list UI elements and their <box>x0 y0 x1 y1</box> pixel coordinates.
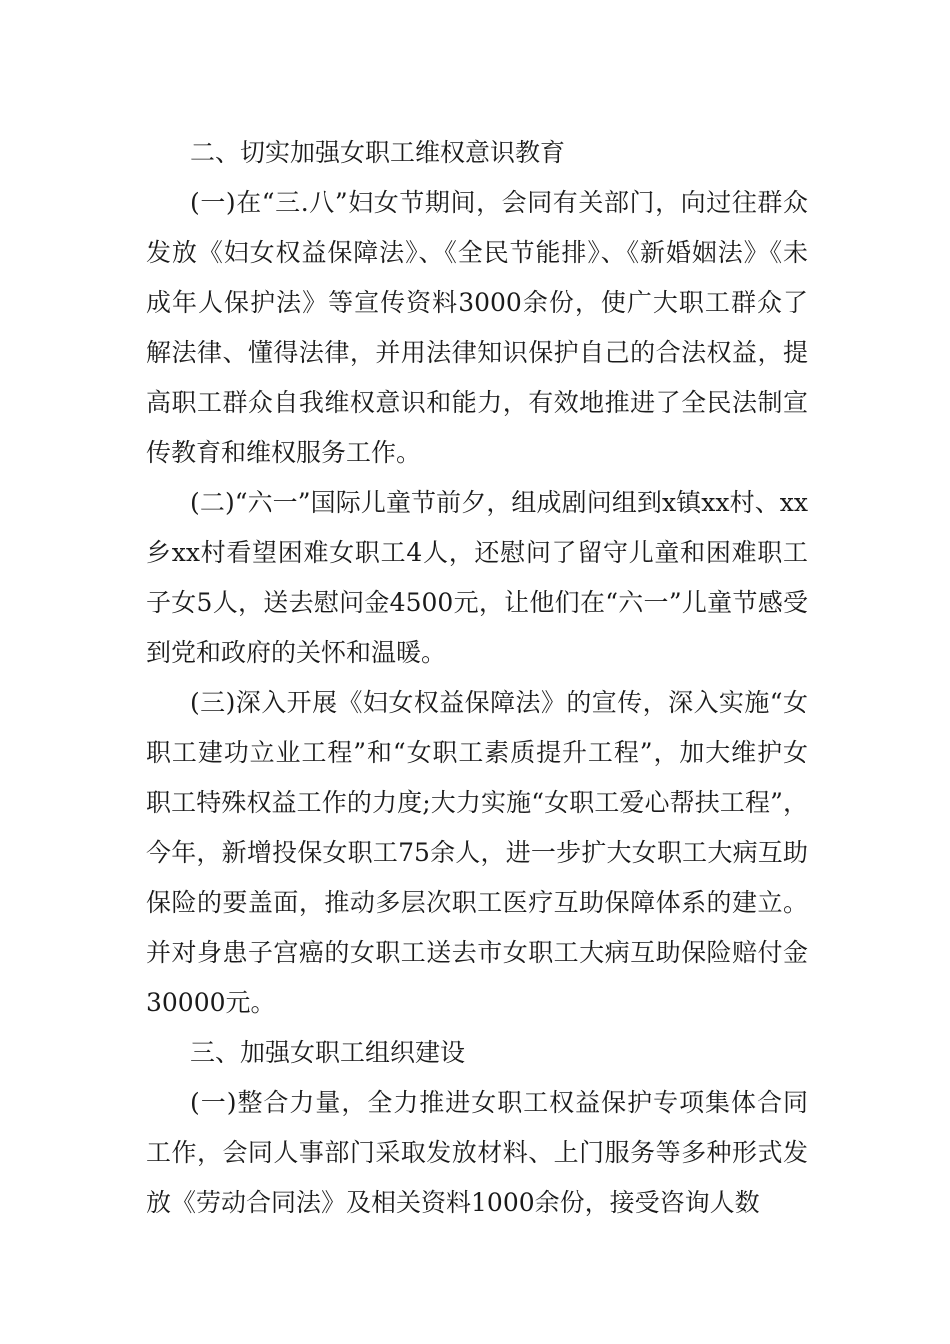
document-body <box>146 128 808 1228</box>
section-heading-3: 三、加强女职工组织建设 <box>190 1038 466 1067</box>
paragraph-3-1: (一)整合力量，全力推进女职工权益保护专项集体合同工作，会同人事部门采取发放材料、上门服务等多种形式发放《劳动合同法》及相关资料1000余份，接受咨询人数 <box>146 1088 808 1217</box>
paragraph-2-1: (一)在“三.八”妇女节期间，会同有关部门，向过往群众发放《妇女权益保障法》、《全民节能排》、《新婚姻法》《未成年人保护法》等宣传资料3000余份，使广大职工群众了解法律、懂得法律，并用法律知识保护自己的合法权益，提高职工群众自我维权意识和能力，有效地推进了全民法制宣传教育和维权服务工作。 <box>146 188 808 467</box>
section-heading-2: 二、切实加强女职工维权意识教育 <box>190 138 566 167</box>
paragraph-2-2: (二)“六一”国际儿童节前夕，组成剧问组到x镇xx村、xx乡xx村看望困难女职工4人，还慰问了留守儿童和困难职工子女5人，送去慰问金4500元，让他们在“六一”儿童节感受到党和政府的关怀和温暖。 <box>146 488 808 667</box>
paragraph-2-3: (三)深入开展《妇女权益保障法》的宣传，深入实施“女职工建功立业工程”和“女职工素质提升工程”，加大维护女职工特殊权益工作的力度;大力实施“女职工爱心帮扶工程”，今年，新增投保女职工75余人，进一步扩大女职工大病互助保险的要盖面，推动多层次职工医疗互助保障体系的建立。并对身患子宫癌的女职工送去市女职工大病互助保险赔付金30000元。 <box>146 688 808 1017</box>
